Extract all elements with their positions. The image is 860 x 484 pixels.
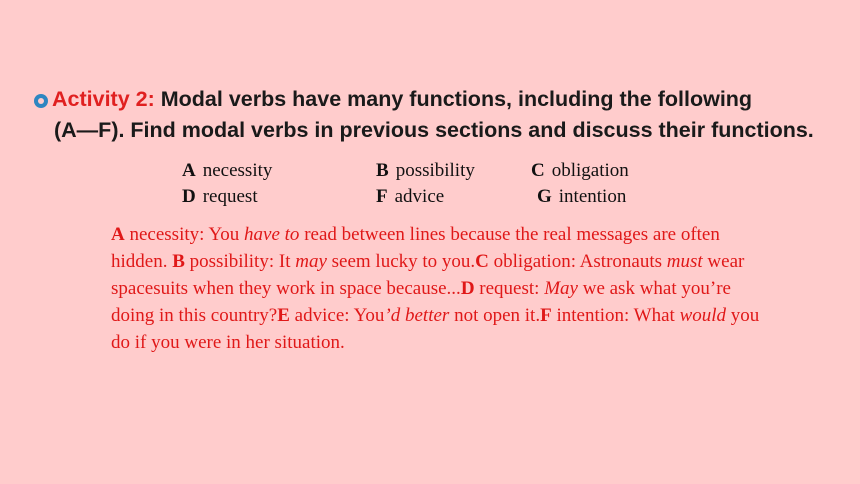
option-a: A necessity [182, 160, 273, 181]
option-g: G intention [537, 186, 627, 207]
option-f: F advice [376, 186, 445, 207]
activity-label: Activity 2: [52, 87, 155, 111]
answer-letter-e: E [277, 305, 290, 326]
modal-have-to: have to [244, 224, 300, 245]
answer-letter-d: D [460, 278, 475, 299]
activity-heading [34, 84, 849, 146]
answer-letter-f: F [540, 305, 552, 326]
modal-must: must [666, 251, 703, 272]
option-c: C obligation [531, 160, 629, 181]
modal-had-better: ’d better [384, 305, 450, 326]
modal-may: may [295, 251, 327, 272]
modal-may-request: May [544, 278, 578, 299]
answer-letter-a: A [111, 224, 125, 245]
heading-line-2: (A—F). Find modal verbs in previous sections and discuss their functions. [54, 118, 814, 142]
option-b: B possibility [376, 160, 475, 181]
answer-letter-b: B [172, 251, 185, 272]
answer-paragraph: A necessity: You have to read between lines because the real messages are often hidden. B possibility: It may seem lucky to you.C obligation: Astronauts must wear spacesuits when they work in space because...D request: May we ask what you’re doing in this country?E advice: You’d better not open it.F intention: What would you do if you were in her situation. [111, 224, 760, 353]
heading-line-1: Modal verbs have many functions, including the following [160, 87, 753, 111]
option-d: D request [182, 186, 258, 207]
ring-bullet-icon [34, 94, 48, 108]
modal-would: would [679, 305, 727, 326]
answer-letter-c: C [475, 251, 489, 272]
